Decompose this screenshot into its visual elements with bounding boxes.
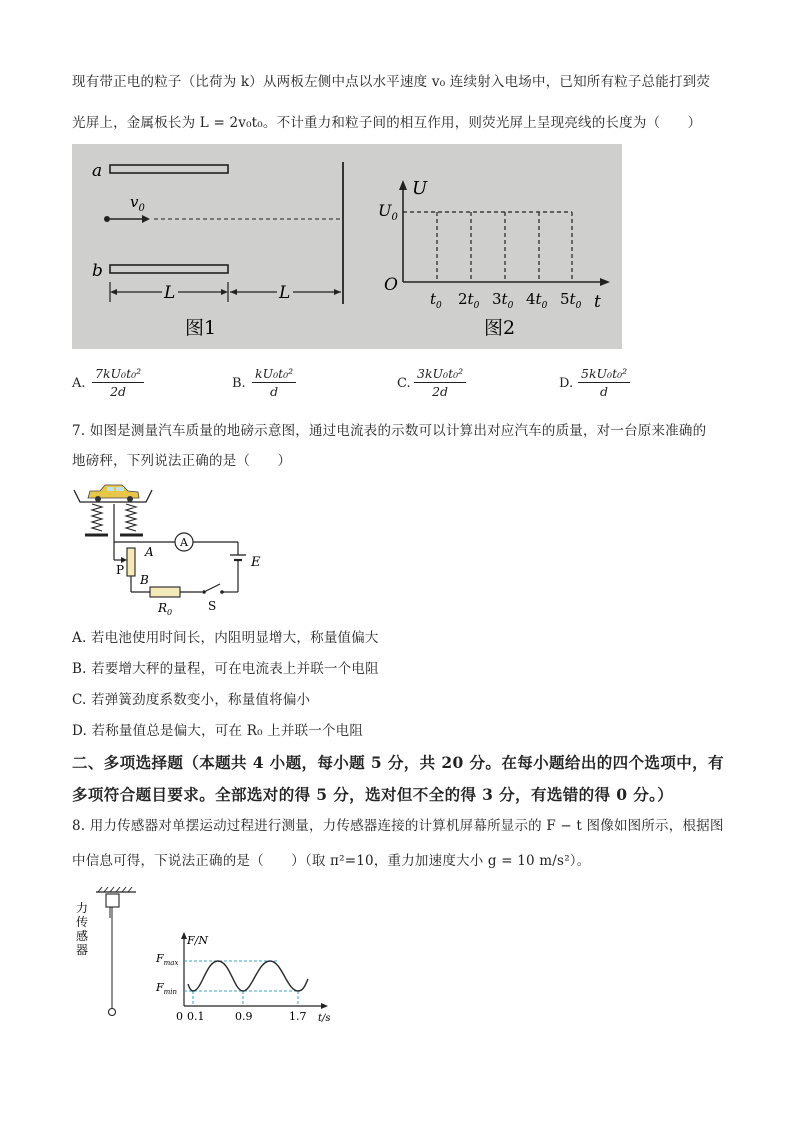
- q6-option-d-label: D.: [559, 376, 574, 391]
- q7-text-line2: 地磅秤，下列说法正确的是（ ）: [72, 453, 292, 469]
- length-label-2: L: [279, 283, 291, 303]
- plate-a: [110, 165, 228, 173]
- section2-heading-line1: 二、多项选择题（本题共 4 小题，每小题 5 分，共 20 分。在每小题给出的四个选项中，有: [72, 753, 724, 772]
- slider-label: P: [116, 563, 125, 577]
- q6-option-c-fraction: $\frac{\text{3kU₀t₀²}}{2d}$: [414, 366, 466, 399]
- t-axis-label: t/s: [318, 1013, 331, 1024]
- origin-label: O: [384, 275, 398, 295]
- u0-label: $U_0$: [378, 201, 398, 223]
- tick-t0: $t_0$: [430, 290, 442, 311]
- x-tick-0.9: 0.9: [235, 1010, 253, 1023]
- sensor-label: 力 传 感 器: [76, 901, 89, 957]
- q6-option-d-fraction: $\frac{\text{5kU₀t₀²}}{d}$: [578, 366, 630, 399]
- dim-arrow: [110, 289, 117, 295]
- switch-label: S: [208, 599, 217, 613]
- resistor-label: $R_0$: [158, 601, 173, 617]
- section2-heading-line2: 多项符合题目要求。全部选对的得 5 分，选对但不全的得 3 分，有选错的得 0 分。）: [72, 785, 674, 804]
- force-sensor: [106, 894, 119, 907]
- rheostat: [127, 548, 135, 576]
- q6-text-line2: 光屏上，金属板长为 L = 2v₀t₀。不计重力和粒子间的相互作用，则荧光屏上呈现亮线的长度为（ ）: [72, 115, 702, 131]
- velocity-label: $v_0$: [130, 193, 145, 214]
- q8-text-line2: 中信息可得，下说法正确的是（ ）（取 π²=10，重力加速度大小 g = 10 m/s²）。: [72, 853, 591, 869]
- figure2: [378, 178, 610, 339]
- q7-option-d: D. 若称量值总是偏大，可在 R₀ 上并联一个电阻: [72, 723, 364, 739]
- battery-label: E: [251, 555, 261, 570]
- t-axis-arrow: [600, 278, 610, 286]
- q7-option-a: A. 若电池使用时间长，内阻明显增大，称量值偏大: [72, 630, 379, 646]
- fmax-label: $F_{max}$: [156, 952, 179, 967]
- figure2-caption: 图2: [484, 317, 516, 339]
- fmin-label: $F_{min}$: [156, 981, 178, 996]
- ammeter-label: A: [180, 536, 188, 549]
- u-axis-arrow: [399, 180, 407, 190]
- q8-pendulum-graph: [72, 884, 342, 1024]
- resistor-r0: [150, 587, 180, 597]
- x-tick-0.1: 0.1: [187, 1010, 205, 1023]
- particle-source: [104, 216, 110, 222]
- point-a-label: A: [145, 545, 154, 559]
- length-label-1: L: [164, 283, 176, 303]
- q6-option-a-label: A.: [72, 376, 86, 391]
- velocity-arrowhead: [142, 215, 150, 223]
- q7-circuit-diagram: [70, 480, 280, 620]
- force-curve: [188, 961, 308, 991]
- tick-4t0: $4t_0$: [526, 290, 548, 311]
- plate-a-label: a: [92, 161, 103, 181]
- x-tick-1.7: 1.7: [289, 1010, 307, 1023]
- q6-figure-photo: [72, 144, 622, 349]
- tick-3t0: $3t_0$: [492, 290, 514, 311]
- switch-blade: [204, 584, 220, 592]
- q7-text-line1: 7. 如图是测量汽车质量的地磅示意图，通过电流表的示数可以计算出对应汽车的质量，对一台原来准确的: [72, 423, 707, 439]
- figure1: [92, 161, 343, 339]
- pendulum-bob: [109, 1009, 116, 1016]
- t-axis-arrow: [321, 1003, 328, 1009]
- q7-option-b: B. 若要增大秤的量程，可在电流表上并联一个电阻: [72, 661, 379, 677]
- car-icon: [88, 485, 139, 502]
- figure1-caption: 图1: [185, 317, 217, 339]
- dim-arrow: [230, 289, 237, 295]
- q8-text-line1: 8. 用力传感器对单摆运动过程进行测量，力传感器连接的计算机屏幕所显示的 F − t 图像如图所示，根据图: [72, 818, 724, 834]
- ceiling-hatch: [98, 887, 132, 892]
- q6-text-line1: 现有带正电的粒子（比荷为 k）从两板左侧中点以水平速度 v₀ 连续射入电场中，已知所有粒子总能打到荧: [72, 74, 711, 90]
- t-axis-label: t: [594, 292, 601, 312]
- dim-arrow: [221, 289, 228, 295]
- tick-2t0: $2t_0$: [458, 290, 480, 311]
- q6-option-b-fraction: $\frac{\text{kU₀t₀²}}{d}$: [252, 366, 296, 399]
- u-axis-label: U: [412, 178, 428, 199]
- f-axis-label: F/N: [187, 934, 208, 947]
- q7-option-c: C. 若弹簧劲度系数变小，称量值将偏小: [72, 692, 311, 708]
- x-tick-0: 0: [176, 1010, 183, 1023]
- q6-figure-svg: [72, 144, 622, 349]
- q6-option-c-label: C.: [397, 376, 411, 391]
- q6-option-a-fraction: $\frac{\text{7kU₀t₀²}}{2d}$: [92, 366, 144, 399]
- point-b-label: B: [140, 573, 149, 587]
- spring-right: [126, 504, 136, 531]
- dim-arrow: [334, 289, 341, 295]
- tick-5t0: $5t_0$: [560, 290, 582, 311]
- q6-option-b-label: B.: [232, 376, 246, 391]
- plate-b: [110, 265, 228, 273]
- spring-left: [92, 504, 102, 531]
- plate-b-label: b: [92, 261, 103, 281]
